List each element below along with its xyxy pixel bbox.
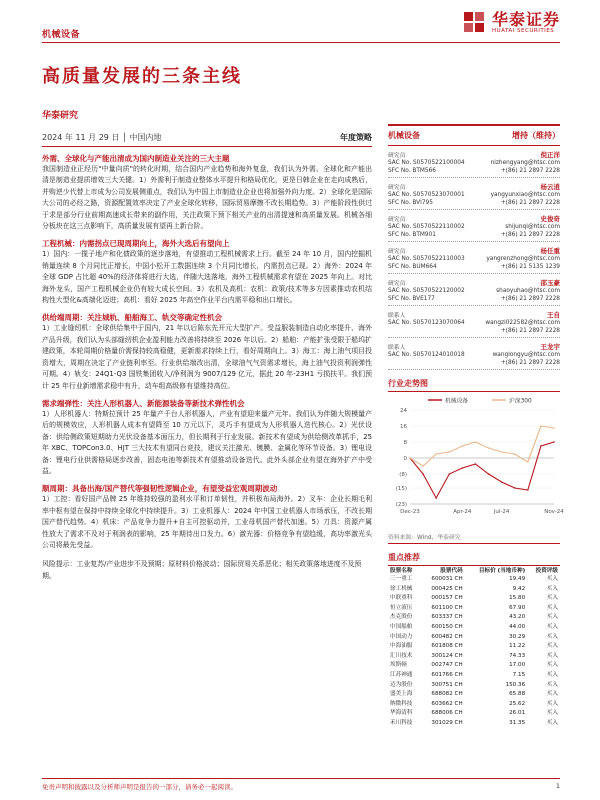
table-row	[388, 719, 560, 729]
section	[42, 483, 372, 551]
logo-mark-icon	[462, 10, 486, 34]
stock-name: 华海清科	[390, 710, 413, 717]
analyst-role: 研究员	[388, 281, 406, 287]
series-point-1	[409, 457, 411, 459]
footer-disclaimer: 免责声明和披露以及分析师声明是报告的一部分，请务必一起阅读。	[42, 783, 237, 791]
analyst-email[interactable]: wanglongyu@htsc.com	[492, 352, 560, 358]
stock-rating: 买入	[546, 662, 558, 669]
table-row	[388, 671, 560, 681]
section-heading: 外需、全球化与产能出清成为国内制造业关注的三大主题	[42, 154, 230, 163]
chart-source: 资料来源：Wind，华泰研究	[388, 530, 560, 544]
stock-name: 中联重科	[390, 595, 413, 602]
y-tick-label: (8)	[399, 472, 407, 478]
series-point-1	[435, 453, 437, 455]
stock-name: 三一重工	[390, 576, 413, 582]
table-row	[388, 604, 560, 614]
analyst-role: 研究员	[388, 153, 406, 159]
section	[42, 398, 372, 477]
analyst-name: 杨云逍	[540, 183, 560, 191]
stock-name: 盛美上海	[390, 691, 413, 698]
analyst-role: 联系人	[388, 313, 406, 319]
stock-rating: 买入	[546, 691, 558, 698]
table-row	[388, 700, 560, 710]
analyst-sac: SAC No. S0570523070001	[388, 192, 465, 198]
legend-label: 机械设备	[445, 398, 469, 405]
stock-name: 纳微科技	[390, 700, 413, 707]
table-row	[388, 681, 560, 691]
analyst-sac: SAC No. S0570522120002	[388, 288, 465, 294]
analyst-sfc: SFC No. BVI795	[388, 200, 433, 206]
analyst-name: 王自	[547, 311, 560, 319]
series-point-0	[527, 489, 529, 491]
y-tick-label: 0	[403, 456, 407, 462]
series-point-1	[475, 441, 477, 443]
target-price: 17.00	[509, 662, 526, 669]
stock-rating: 买入	[546, 604, 558, 611]
series-point-0	[488, 473, 490, 475]
analyst-sac: SAC No. S0570522100004	[388, 160, 465, 166]
series-point-1	[448, 451, 450, 453]
analyst-name: 史俊奇	[540, 215, 560, 223]
analyst-phone: +(86) 21 2897 2228	[500, 168, 560, 174]
date-line	[42, 132, 372, 147]
stock-rating: 买入	[546, 700, 558, 707]
stock-rating: 买入	[546, 595, 558, 602]
analyst-card	[388, 274, 560, 306]
sector-tag: 机械设备	[42, 30, 81, 40]
trend-heading: 行业走势图	[388, 378, 560, 392]
stock-code: 600031 CH	[431, 576, 463, 582]
analyst-card	[388, 306, 560, 338]
company-logo	[462, 10, 560, 34]
series-point-0	[540, 445, 542, 447]
analyst-sac: SAC No. S0570123070064	[388, 320, 465, 326]
analyst-sac: SAC No. S0570522110003	[388, 256, 465, 262]
target-price: 30.29	[509, 633, 526, 640]
footer-divider	[42, 778, 560, 779]
series-point-0	[553, 441, 555, 443]
stock-code: 688006 CH	[431, 710, 463, 717]
series-point-1	[553, 427, 555, 429]
stock-rating: 买入	[546, 643, 558, 650]
analyst-email[interactable]: shijunqi@htsc.com	[505, 224, 560, 230]
stock-code: 000425 CH	[431, 585, 463, 592]
table-row	[388, 642, 560, 652]
series-point-1	[501, 451, 503, 453]
series-point-1	[422, 465, 424, 467]
y-tick-label: (15)	[395, 486, 407, 492]
series-point-1	[462, 445, 464, 447]
analyst-sfc: SFC No. BUM664	[388, 264, 437, 270]
analyst-phone: +(86) 21 2897 2228	[500, 328, 560, 334]
analyst-name: 王龙宇	[540, 343, 560, 351]
analyst-card	[388, 338, 560, 370]
analyst-name: 杨任重	[540, 247, 560, 255]
analyst-name: 邵玉豪	[540, 279, 560, 287]
stock-code: 300751 CH	[431, 681, 463, 688]
analyst-email[interactable]: yangrenzhong@htsc.com	[486, 256, 560, 262]
stock-code: 600150 CH	[431, 623, 463, 630]
table-row	[388, 585, 560, 595]
target-price: 7.15	[512, 671, 526, 678]
stock-name: 禾川科技	[390, 719, 413, 726]
analyst-role: 研究员	[388, 217, 406, 223]
analyst-sac: SAC No. S0570124010018	[388, 352, 465, 358]
recommend-table	[388, 568, 560, 729]
rating-bar	[388, 124, 560, 146]
stock-name: 汇川技术	[390, 652, 413, 659]
series-point-1	[514, 453, 516, 455]
table-row	[388, 690, 560, 700]
table-row	[388, 594, 560, 604]
stock-code: 002747 CH	[431, 662, 463, 669]
analyst-phone: +(86) 21 2897 2228	[500, 232, 560, 238]
stock-code: 601100 CH	[431, 604, 463, 611]
analyst-card	[388, 178, 560, 210]
stock-rating: 买入	[546, 681, 558, 688]
footer	[42, 782, 560, 791]
section	[42, 312, 372, 391]
analyst-role: 研究员	[388, 249, 406, 255]
y-tick-label: 16	[400, 424, 407, 430]
report-type: 年度策略	[340, 133, 372, 142]
stock-code: 603337 CH	[431, 614, 463, 621]
target-price: 11.22	[509, 643, 526, 650]
stock-code: 000157 CH	[431, 595, 463, 602]
section-body: 1）工控：看好国产品牌 25 年维持较强的盈利水平和订单韧性，并积极布局海外。2）叉车：企业长期毛利率中枢有望在保持中持续全球化中持续提升。3）工业机器人：2024 年中国工业机器人市场承压，不改长期国产替代趋势。4）机床：产品竞争力提升+自主可控驱动并，工业母机国产替代加速。5）刀具：资源产属性放大了需求不及对于利润表的影响，25 年期待出口发力。6）激光器：价格竞争有望趋缓，高功率激光头公司将最先受益。	[42, 495, 372, 549]
stock-name: 徐工机械	[390, 585, 413, 592]
stock-rating: 买入	[546, 614, 558, 621]
logo-name-en: HUATAI SECURITIES	[491, 27, 555, 34]
series-point-0	[422, 473, 424, 475]
y-tick-label: 8	[403, 440, 407, 446]
stock-rating: 买入	[546, 710, 558, 717]
table-row	[388, 623, 560, 633]
target-price: 15.80	[509, 595, 526, 602]
stock-code: 601766 CH	[431, 671, 463, 678]
stock-name: 杰克股份	[390, 614, 413, 621]
stock-name: 恒立液压	[390, 604, 413, 611]
stock-rating: 买入	[546, 633, 558, 640]
section	[42, 238, 372, 306]
analyst-email[interactable]: yangyunxiao@htsc.com	[490, 192, 560, 198]
section	[42, 153, 372, 232]
main-content	[42, 108, 372, 582]
section-heading: 需求端弹性：关注人形机器人、新能源装备等新技术弹性机会	[42, 398, 245, 408]
analyst-phone: +(86) 21 2897 2228	[500, 296, 560, 302]
stock-name: 埃斯顿	[390, 662, 407, 669]
header-divider	[42, 42, 560, 43]
section-body: 1）工业缝纫机：全球供给集中于国内，21 年以后陈东先开元大型扩产。受益服装制造自动化率提升、海外产品升级，我们认为头部缝纫机企业盈利能力改善将持续至 2026 年以后。2）船舶：产能扩张受限于船坞扩建政策，本轮周期价格量价需保持较高稳健，更新需求持续上行，看好周期向上。3）海工：海上油气项目投资增大，周期在决定了产业链利率至。行业供给端改出清，全球油气气资需求增长，海上油气投资利润弹性可期。4）轨交：24Q1-Q3 国铁集团收入/净利润为 9007/129 亿元，据此 20 年-23H1 亏损扶平。我们预计 25 年行业新增需求稳中有升，动车组高级修有望维持高位。	[42, 324, 372, 390]
analyst-sfc: SFC No. BTM901	[388, 232, 436, 238]
analyst-sfc: SFC No. BTM566	[388, 168, 436, 174]
analyst-card	[388, 210, 560, 242]
col-header-name: 股票名称	[390, 568, 413, 574]
analyst-email[interactable]: wangzi022582@htsc.com	[485, 320, 560, 326]
target-price: 44.00	[509, 623, 526, 630]
risk-warning: 风险提示：工业复苏/产业进步不及预期；原材料价格波动；国际贸易关系恶化；相关政策落地进度不及预期。	[42, 560, 362, 580]
analyst-card	[388, 242, 560, 274]
section-heading: 供给端周期：关注城轨、船舶海工、轨交等确定性机会	[42, 313, 222, 323]
series-point-1	[527, 461, 529, 463]
page-number: 1	[555, 782, 560, 790]
analyst-phone: +(86) 21 2897 2228	[500, 200, 560, 206]
analyst-email[interactable]: shaoyuhao@htsc.com	[496, 288, 560, 294]
section-body: 1）人形机器人：特斯拉预计 25 年量产千台人形机器人，产业有望迎来量产元年。我们认为伴随大规模量产后的规模效应，人形机器人成本有望降至 10 万元以下，灵巧手有望成为人形机器人迭代核心。2）光伏设备：供给侧政策短期助力光伏设备基本面压力，但长期利于行业发展。新技术有望成为供给侧改革抓手，25 年 XBC、TOPCon3.0、HJT 三大技术有望同台竞技，建议关注激光、镀膜、金属化等环节设备。3）锂电设备：锂电行业供需格局逐步改善，固态电池等新技术有望推动设备迭代。此外头部企业有望在海外扩产中受益。	[42, 409, 372, 475]
stock-rating: 买入	[546, 719, 558, 726]
stock-code: 301029 CH	[431, 719, 463, 726]
analyst-card	[388, 146, 560, 178]
stock-rating: 买入	[546, 671, 558, 678]
stock-code: 603662 CH	[431, 700, 463, 707]
target-price: 9.42	[512, 585, 526, 592]
sidebar	[388, 124, 564, 729]
stock-name: 江苏神通	[390, 671, 413, 678]
analyst-sfc: SFC No. BVE177	[388, 296, 435, 302]
x-tick-label: Apr-24	[453, 509, 472, 515]
stock-name: 中国动力	[390, 633, 413, 640]
series-point-0	[462, 467, 464, 469]
table-row	[388, 709, 560, 719]
section-body: 1）国内：一揽子地产和化债政策的逐步落地，有望推动工程机械需求上行。截至 24 年 10 月，国内挖掘机销量连续 8 个月同比正增长，中国小松开工数据连续 3 个月同比增长，内需拐点已现。2）海外：2024 年全球 GDP 占比超 40%的经济体将进行大选，伴随大选落地，海外工程机械需求有望在 2025 年向上。对比海外龙头，国产工程机械企业仍有较大成长空间。3）农机及高机：农机：政策/技术等多方因素推动农机结构性大型化&高端化迈进；高机：看好 2025 年高空作业平台内需平稳和出口增长。	[42, 250, 372, 305]
target-price: 26.01	[509, 710, 526, 717]
series-point-0	[475, 463, 477, 465]
rating-sector: 机械设备	[388, 131, 420, 140]
series-point-0	[435, 497, 437, 499]
y-tick-label: 24	[400, 408, 407, 414]
trend-chart-svg	[388, 392, 564, 530]
table-row	[388, 613, 560, 623]
stock-code: 601808 CH	[431, 643, 463, 650]
col-header-tp: 目标价 (当地币种)	[478, 568, 526, 574]
series-point-1	[488, 447, 490, 449]
target-price: 19.49	[509, 576, 526, 582]
x-tick-label: Nov-24	[544, 509, 564, 515]
target-price: 43.20	[509, 614, 526, 621]
stock-name: 迈为股份	[390, 681, 413, 688]
recommend-heading: 重点推荐	[388, 552, 560, 566]
stock-name: 中国船舶	[390, 623, 413, 630]
analyst-phone: +(86) 21 2897 2228	[500, 360, 560, 366]
stock-rating: 买入	[546, 623, 558, 630]
stock-code: 688082 CH	[431, 691, 463, 698]
stock-rating: 买入	[546, 576, 558, 582]
stock-rating: 买入	[546, 652, 558, 659]
table-row	[388, 633, 560, 643]
x-tick-label: Jul-24	[493, 509, 510, 515]
stock-name: 中海油服	[390, 643, 413, 650]
author: 华泰研究	[42, 111, 79, 121]
stock-code: 600482 CH	[431, 633, 463, 640]
series-point-0	[448, 473, 450, 475]
trend-chart	[388, 392, 564, 530]
target-price: 31.35	[509, 719, 526, 726]
analyst-role: 研究员	[388, 185, 406, 191]
rating-value: 增持（维持）	[512, 131, 560, 140]
target-price: 74.33	[509, 652, 526, 659]
col-header-rating: 投资评级	[535, 568, 558, 574]
stock-code: 300124 CH	[431, 652, 463, 659]
table-row	[388, 575, 560, 585]
series-point-0	[514, 487, 516, 489]
report-date: 2024 年 11 月 29 日 │ 中国内地	[42, 133, 162, 142]
target-price: 65.88	[509, 691, 526, 698]
analyst-sac: SAC No. S0570522110002	[388, 224, 465, 230]
table-row	[388, 661, 560, 671]
target-price: 67.90	[509, 604, 526, 611]
analyst-role: 联系人	[388, 345, 406, 351]
series-point-0	[501, 481, 503, 483]
logo-name-cn: 华泰证券	[491, 9, 560, 29]
section-heading: 顺周期：具备出海/国产替代等强韧性逻辑企业，有望受益宏观周期波动	[42, 484, 278, 494]
stock-rating: 买入	[546, 585, 558, 592]
analyst-email[interactable]: nizhengyang@htsc.com	[490, 160, 560, 166]
target-price: 25.62	[509, 700, 526, 707]
analyst-name: 倪正洋	[540, 151, 560, 159]
target-price: 150.36	[505, 681, 526, 688]
x-tick-label: Dec-23	[400, 509, 420, 515]
legend-label: 沪深300	[509, 398, 532, 405]
analyst-phone: +(86) 21 5135 1239	[500, 264, 560, 270]
y-tick-label: (23)	[395, 502, 407, 508]
section-body: 我国制造业正经历"中量向质"的转化时期，结合国内产业趋势和海外复盘，我们认为外需、全球化和产能出清是制造业提质增效三大关键。1）外需利于制造业整体水平提升和格局优化，更是日韩企业在走向成熟后，并购逆少代替上市成为公司发展侧重点，我们认为中国上市制造业企业也将加强外向力度。2）全球化是国际大公司的必经之路，资源配置效率决定了产业全球化转移，国际贸易摩擦不改长期趋势。3）产能阶段性供过于求是部分行业前期高速成长带来的副作用，关注政策下预下相关产业的出清提速和高质量发展。机械各细分板块在这三点影响下，高质量发展有望再上新台阶。	[42, 165, 372, 231]
col-header-code: 股票代码	[440, 568, 463, 574]
table-row	[388, 652, 560, 662]
page-title: 高质量发展的三条主线	[42, 66, 242, 87]
series-point-1	[540, 425, 542, 427]
section-heading: 工程机械：内需拐点已现周期向上，海外大选后有望向上	[42, 239, 230, 249]
series-line-1	[410, 426, 554, 466]
